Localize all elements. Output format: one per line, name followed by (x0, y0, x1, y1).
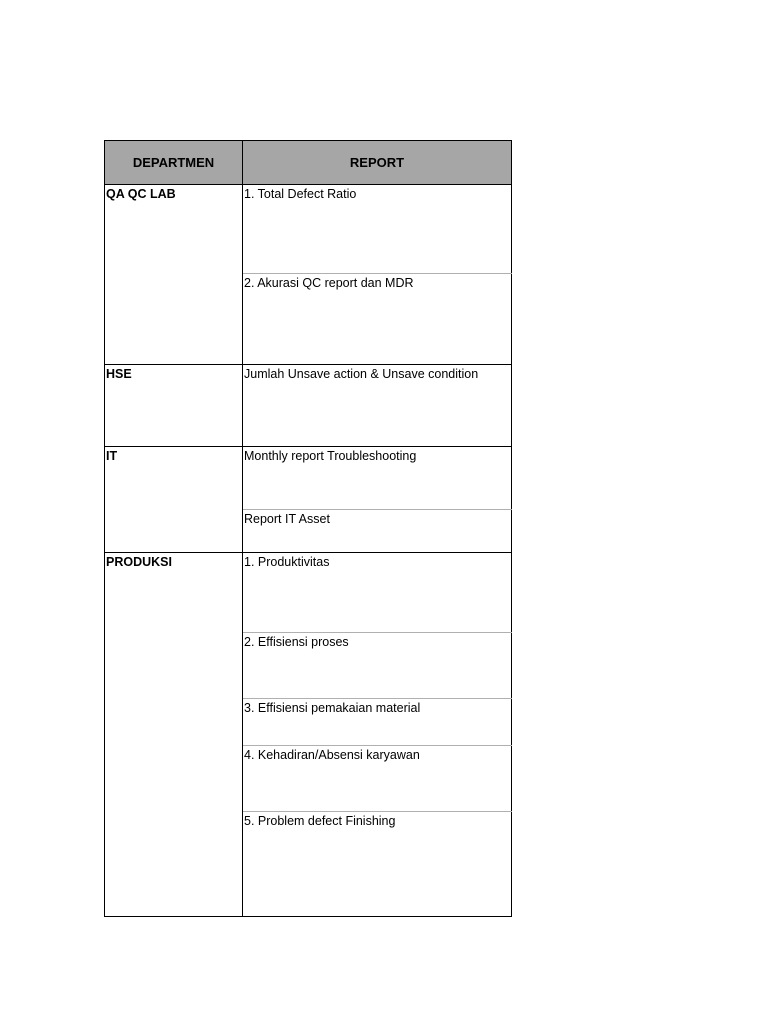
report-cell: Jumlah Unsave action & Unsave condition (243, 365, 512, 447)
department-cell-it: IT (105, 447, 243, 553)
report-cell: Report IT Asset (243, 510, 512, 553)
table-row (105, 447, 512, 510)
department-cell-hse: HSE (105, 365, 243, 447)
table-row (105, 553, 512, 633)
table-row (105, 185, 512, 274)
header-department: DEPARTMEN (105, 141, 243, 185)
report-cell: 4. Kehadiran/Absensi karyawan (243, 746, 512, 812)
report-cell: Monthly report Troubleshooting (243, 447, 512, 510)
report-cell: 3. Effisiensi pemakaian material (243, 699, 512, 746)
report-cell: 2. Effisiensi proses (243, 633, 512, 699)
header-row (105, 141, 512, 185)
header-report: REPORT (243, 141, 512, 185)
department-cell-produksi: PRODUKSI (105, 553, 243, 917)
department-cell-qa-qc-lab: QA QC LAB (105, 185, 243, 365)
report-cell: 1. Total Defect Ratio (243, 185, 512, 274)
report-cell: 1. Produktivitas (243, 553, 512, 633)
table-row (105, 365, 512, 447)
report-table (104, 140, 512, 917)
report-cell: 5. Problem defect Finishing (243, 812, 512, 917)
report-cell: 2. Akurasi QC report dan MDR (243, 274, 512, 365)
